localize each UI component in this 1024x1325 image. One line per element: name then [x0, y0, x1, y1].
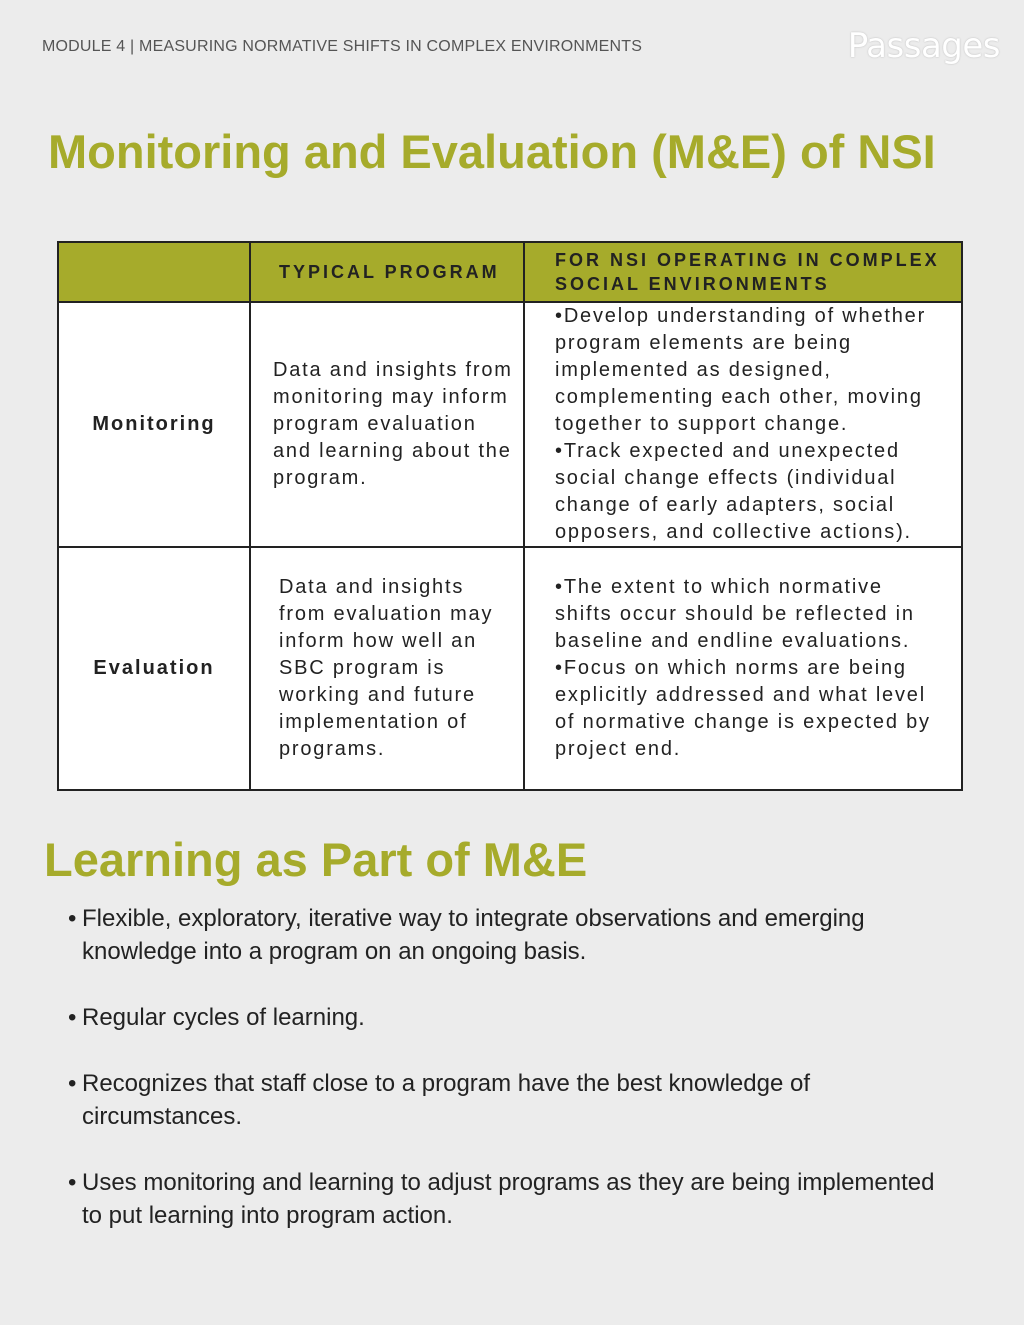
monitoring-nsi-point-2: Track expected and unexpected social change effects (individual change of early adapters, social opposers, and collective actions).: [555, 440, 912, 543]
evaluation-nsi-point-1: The extent to which normative shifts occur should be reflected in baseline and endline evaluations.: [555, 576, 915, 652]
monitoring-typical: [250, 302, 524, 547]
page-title: Monitoring and Evaluation (M&E) of NSI: [48, 125, 936, 178]
evaluation-typical: [250, 547, 524, 790]
learning-title: Learning as Part of M&E: [44, 833, 588, 886]
passages-logo: Passages: [847, 26, 1000, 66]
table-header-row: [58, 242, 962, 302]
learning-bullets: [68, 902, 948, 1265]
row-label-evaluation: Evaluation: [58, 547, 250, 790]
list-item: • Uses monitoring and learning to adjust programs as they are being implemented to put learning into program action.: [68, 1166, 948, 1232]
evaluation-nsi-point-2: Focus on which norms are being explicitly addressed and what level of normative change is expected by project end.: [555, 657, 931, 760]
table-header-nsi: FOR NSI OPERATING IN COMPLEX SOCIAL ENVIRONMENTS: [524, 242, 962, 302]
table-header-empty: [58, 242, 250, 302]
table-row: [58, 547, 962, 790]
module-header: MODULE 4 | MEASURING NORMATIVE SHIFTS IN COMPLEX ENVIRONMENTS: [42, 38, 643, 55]
evaluation-typical-text: Data and insights from evaluation may inform how well an SBC program is working and future implementation of programs.: [279, 576, 494, 760]
monitoring-typical-text: Data and insights from monitoring may inform program evaluation and learning about the program.: [273, 359, 513, 489]
me-table: [57, 241, 963, 791]
list-item: • Flexible, exploratory, iterative way to integrate observations and emerging knowledge into a program on an ongoing basis.: [68, 902, 948, 968]
list-item: • Recognizes that staff close to a program have the best knowledge of circumstances.: [68, 1067, 948, 1133]
list-item: • Regular cycles of learning.: [68, 1001, 948, 1034]
table-row: [58, 302, 962, 547]
monitoring-nsi-point-1: Develop understanding of whether program elements are being implemented as designed, complementing each other, moving together to support change.: [555, 305, 927, 435]
row-label-monitoring: Monitoring: [58, 302, 250, 547]
table-header-typical: TYPICAL PROGRAM: [250, 242, 524, 302]
evaluation-nsi: •The extent to which normative shifts occur should be reflected in baseline and endline evaluations. •Focus on which norms are being explicitly addressed and what level of normative change is expected by project end.: [524, 547, 962, 790]
monitoring-nsi: •Develop understanding of whether program elements are being implemented as designed, complementing each other, moving together to support change. •Track expected and unexpected social change effects (individual change of early adapters, social opposers, and collective actions).: [524, 302, 962, 547]
